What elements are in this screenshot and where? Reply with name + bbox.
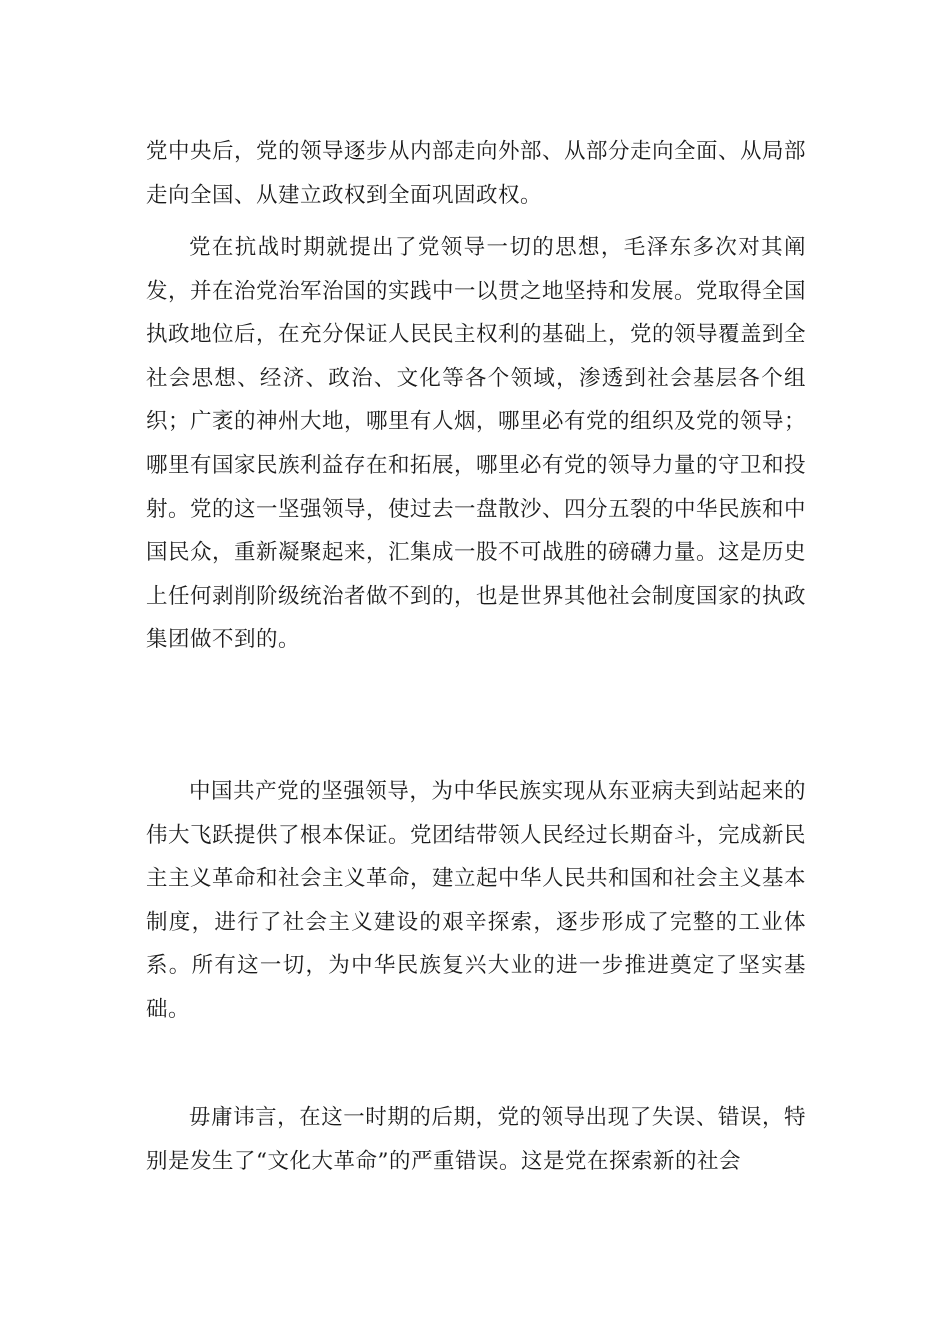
- paragraph-continuation: [146, 130, 806, 217]
- paragraph: [146, 226, 806, 662]
- paragraph-text: 党中央后，党的领导逐步从内部走向外部、从部分走向全面、从局部走向全国、从建立政权到全面巩固政权。: [146, 139, 807, 208]
- paragraph: [146, 1096, 806, 1183]
- paragraph: [146, 770, 806, 1032]
- paragraph-text: 党在抗战时期就提出了党领导一切的思想，毛泽东多次对其阐发，并在治党治军治国的实践中一以贯之地坚持和发展。党取得全国执政地位后，在充分保证人民民主权利的基础上，党的领导覆盖到全社会思想、经济、政治、文化等各个领域，渗透到社会基层各个组织；广袤的神州大地，哪里有人烟，哪里必有党的组织及党的领导；哪里有国家民族利益存在和拓展，哪里必有党的领导力量的守卫和投射。党的这一坚强领导，使过去一盘散沙、四分五裂的中华民族和中国民众，重新凝聚起来，汇集成一股不可战胜的磅礴力量。这是历史上任何剥削阶级统治者做不到的，也是世界其他社会制度国家的执政集团做不到的。: [146, 235, 807, 653]
- paragraph-text: 中国共产党的坚强领导，为中华民族实现从东亚病夫到站起来的伟大飞跃提供了根本保证。党团结带领人民经过长期奋斗，完成新民主主义革命和社会主义革命，建立起中华人民共和国和社会主义基本制度，进行了社会主义建设的艰辛探索，逐步形成了完整的工业体系。所有这一切，为中华民族复兴大业的进一步推进奠定了坚实基础。: [146, 779, 807, 1022]
- paragraph-text: 毋庸讳言，在这一时期的后期，党的领导出现了失误、错误，特别是发生了“文化大革命”的严重错误。这是党在探索新的社会: [146, 1105, 806, 1174]
